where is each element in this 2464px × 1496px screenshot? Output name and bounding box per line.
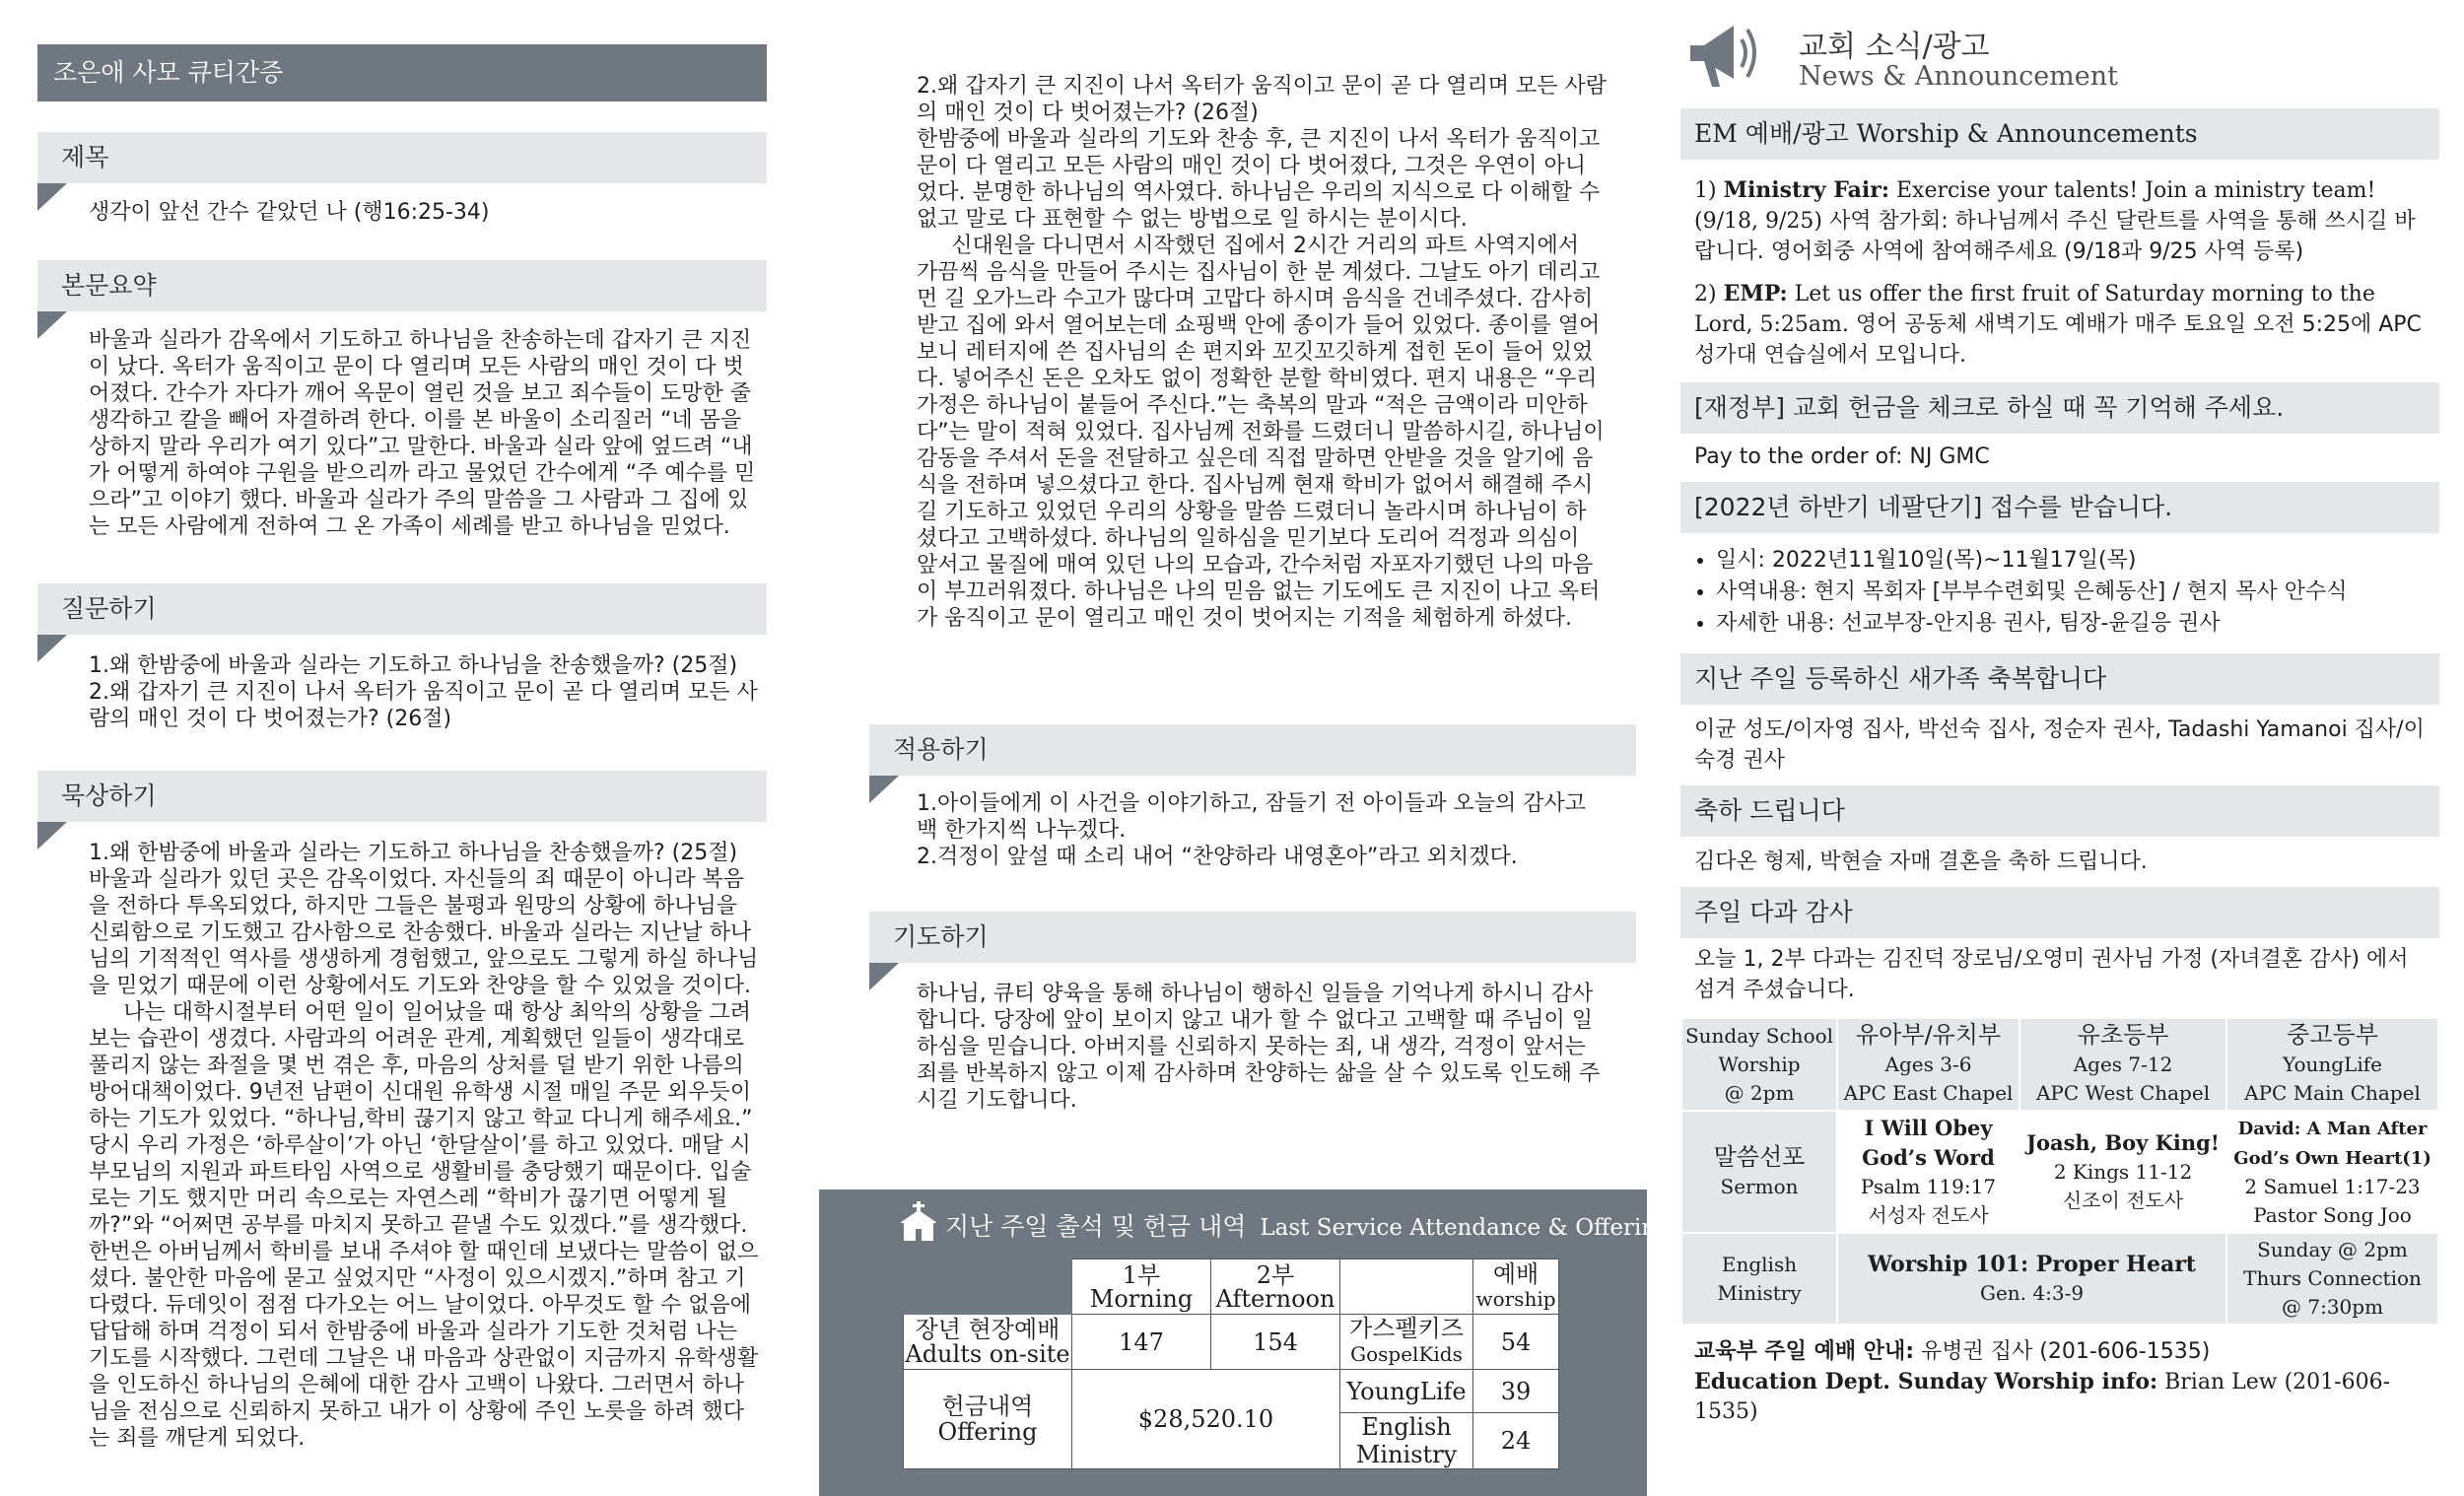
emp-item: 2) EMP: Let us offer the first fruit of Saturday morning to the Lord, 5:25am. 영어 공동체 새벽기도 예배가 매주 토요일 오전 5:25에 APC 성가대 연습실에서 모입니다. <box>1694 281 2422 368</box>
english-ministry-time: Sunday @ 2pm Thurs Connection @ 7:30pm <box>2226 1233 2438 1325</box>
dept-youth: 중고등부 YoungLife APC Main Chapel <box>2226 1018 2438 1111</box>
em-announcements <box>1680 171 2439 371</box>
english-ministry-label: English Ministry <box>1340 1413 1473 1469</box>
section-text-summary: 바울과 실라가 감옥에서 기도하고 하나님을 찬송하는데 갑자기 큰 지진이 났다. 옥터가 움직이고 문이 다 열리며 모든 사람의 매인 것이 다 벗어졌다. 간수가 자다가 깨어 옥문이 열린 것을 보고 죄수들이 도망한 줄 생각하고 칼을 빼어 자결하려 한다. 이를 본 바울이 소리질러 “네 몸을 상하지 말라 우리가 여기 있다”고 말한다. 바울과 실라 앞에 엎드려 “내가 어떻게 하여야 구원을 받으리까 라고 물었던 간수에게 “주 예수를 믿으라”고 이야기 했다. 바울과 실라가 주의 말씀을 그 사람과 그 집에 있는 모든 사람에게 전하여 그 온 가족이 세례를 받고 하나님을 믿었다. <box>89 328 756 539</box>
announcement-title-en: News & Announcement <box>1799 61 2118 92</box>
english-ministry-value: 24 <box>1473 1413 1559 1469</box>
meditation-paragraph-1: 1.왜 한밤중에 바울과 실라는 기도하고 하나님을 찬송했을까? (25절) 바울과 실라가 있던 곳은 감옥이었다. 자신들의 죄 때문이 아니라 복음을 전하다 투옥되었다, 하지만 그들은 불평과 원망의 상황에 하나님을 신뢰함으로 기도했고 감사함으로 찬송했다. 바울과 실라는 지난날 하나님의 기적적인 역사를 생생하게 경험했고, 앞으로도 그렇게 하실 하나님을 믿었기 때문에 이런 상황에서도 기도와 찬양을 할 수 있었을 것이다. <box>89 841 759 998</box>
continued-paragraph-1: 한밤중에 바울과 실라의 기도와 찬송 후, 큰 지진이 나서 옥터가 움직이고 문이 다 열리고 모든 사람의 매인 것이 다 벗어졌다, 그것은 우연이 아니었다. 분명한 하나님의 역사였다. 하나님은 우리의 지식으로 다 이해할 수 없고 말로 다 표현할 수 없는 방법으로 일 하시는 분이시다. <box>917 127 1601 232</box>
continued-paragraph-2: 신대원을 다니면서 시작했던 집에서 2시간 거리의 파트 사역지에서 가끔씩 음식을 만들어 주시는 집사님이 한 분 계셨다. 그날도 아기 데리고 먼 길 오가느라 수고가 많다며 고맙다 하시며 음식을 건네주셨다. 감사히 받고 집에 와서 열어보는데 쇼핑백 안에 종이가 들어 있었다. 종이를 열어보니 레터지에 쓴 집사님의 손 편지와 꼬깃꼬깃하게 접힌 돈이 들어 있었다. 넣어주신 돈은 오차도 없이 정확한 분할 학비였다. 편지 내용은 “우리가정은 하나님이 붙들어 주신다.”는 축복의 말과 “적은 금액이라 미안하다”는 말이 적혀 있었다. 집사님께 전화를 드렸더니 말씀하시길, 하나님이 감동을 주셔서 돈을 전달하고 싶은데 직접 말하면 안받을 것을 알기에 음식을 전하며 넣으셨다고 한다. 집사님께 현재 학비가 없어서 해결해 주시길 기도하고 있었던 우리의 상황을 말씀 드렸더니 놀라시며 하나님이 하셨다고 고백하셨다. 하나님의 일하심을 믿기보다 도리어 걱정과 의심이 앞서고 물질에 매여 있던 나의 모습과, 간수처럼 자포자기했던 나의 마음이 부끄러워졌다. 하나님은 나의 믿음 없는 기도에도 큰 지진이 나고 옥터가 움직이고 문이 열리고 매인 것이 벗어지는 기적을 체험하게 하셨다. <box>917 234 1605 631</box>
attendance-title-ko: 지난 주일 출석 및 헌금 내역 <box>945 1212 1247 1241</box>
section-text-meditation <box>37 840 767 1452</box>
section-text-title: 생각이 앞선 간수 같았던 나 (행16:25-34) <box>89 200 490 225</box>
sunday-school-label: Sunday School Worship @ 2pm <box>1681 1018 1837 1111</box>
sermon-nursery: I Will Obey God’s Word Psalm 119:17 서성자 전도사 <box>1837 1111 2019 1233</box>
megaphone-icon <box>1682 16 1765 91</box>
section-heading-apply: 적용하기 <box>869 724 1636 776</box>
refreshment-text: 오늘 1, 2부 다과는 김진덕 장로님/오영미 권사님 가정 (자녀결혼 감사) 에서 섬겨 주셨습니다. <box>1694 947 2409 1002</box>
question-1: 1.왜 한밤중에 바울과 실라는 기도하고 하나님을 찬송했을까? (25절) <box>89 653 738 678</box>
church-icon <box>898 1201 939 1241</box>
adults-label: 장년 현장예배 Adults on-site <box>905 1315 1070 1368</box>
dept-elementary: 유초등부 Ages 7-12 APC West Chapel <box>2019 1018 2226 1111</box>
gospelkids-value: 54 <box>1473 1315 1559 1370</box>
em-worship-bar: EM 예배/광고 Worship & Announcements <box>1680 108 2439 160</box>
continued-question-2: 2.왜 갑자기 큰 지진이 나서 옥터가 움직이고 문이 곧 다 열리며 모든 사람의 매인 것이 다 벗어졌는가? (26절) <box>917 74 1607 125</box>
sermon-youth: David: A Man After God’s Own Heart(1) 2 Samuel 1:17-23 Pastor Song Joo <box>2226 1111 2438 1233</box>
header-morning: 1부 Morning <box>1072 1259 1211 1315</box>
nepal-date: • 일시: 2022년11월10일(목)~11월17일(목) <box>1716 545 2439 577</box>
announcements-column <box>1680 0 2439 1427</box>
finance-text: Pay to the order of: NJ GMC <box>1694 444 1990 469</box>
apply-2: 2.걱정이 앞설 때 소리 내어 “찬양하라 내영혼아”라고 외치겠다. <box>917 845 1518 869</box>
apply-1: 1.아이들에게 이 사건을 이야기하고, 잠들기 전 아이들과 오늘의 감사고백 한가지씩 나누겠다. <box>917 791 1586 843</box>
continued-text <box>917 73 1614 632</box>
dept-nursery: 유아부/유치부 Ages 3-6 APC East Chapel <box>1837 1018 2019 1111</box>
meditation-paragraph-2: 나는 대학시절부터 어떤 일이 일어났을 때 항상 최악의 상황을 그려보는 습관이 생겼다. 사람과의 어려운 관계, 계획했던 일들이 생각대로 풀리지 않는 좌절을 몇 번 겪은 후, 마음의 상처를 덜 받기 위한 나름의 방어대책이었다. 9년전 남편이 신대원 유학생 시절 매일 주문 외우듯이 하는 기도가 있었다. “하나님,학비 끊기지 않고 학교 다니게 해주세요.” 당시 우리 가정은 ‘하루살이’가 아닌 ‘한달살이’를 하고 있었다. 매달 시부모님의 지원과 파트타임 사역으로 생활비를 충당했기 때문이다. 입술로는 기도 했지만 머리 속으로는 자연스레 “학비가 끊기면 어떻게 될까?”와 “어쩌면 공부를 마치지 못하고 끝낼 수도 있겠다.”를 생각했다. 한번은 아버님께서 학비를 보내 주셔야 할 때인데 보냈다는 말씀이 없으셨다. 불안한 마음에 묻고 싶었지만 “사정이 있으시겠지.”하며 참고 기다렸다. 듀데잇이 점점 다가오는 어느 날이었다. 아무것도 할 수 없음에 답답해 하며 걱정이 되서 한밤중에 바울과 실라가 기도한 것처럼 나는 기도를 시작했다. 그런데 그날은 내 마음과 상관없이 지금까지 유학생활을 인도하신 하나님의 은혜에 대한 감사 고백이 나왔다. 그러면서 하나님을 전심으로 신뢰하지 못하고 내가 이 상황에 주인 노릇을 하려 했다는 죄를 깨닫게 되었다. <box>89 1000 759 1451</box>
section-text-prayer: 하나님, 큐티 양육을 통해 하나님이 행하신 일들을 기억나게 하시니 감사합니다. 당장에 앞이 보이지 않고 내가 할 수 없다고 고백할 때 주님이 일하심을 믿습니다. 아버지를 신뢰하지 못하는 죄, 내 생각, 걱정이 앞서는 죄를 반복하지 않고 이제 감사하며 찬양하는 삶을 살 수 있도록 인도해 주시길 기도합니다. <box>917 982 1601 1113</box>
announcement-title-ko: 교회 소식/광고 <box>1799 30 1990 64</box>
section-heading-prayer: 기도하기 <box>869 912 1636 963</box>
sunday-school-table <box>1680 1017 2439 1326</box>
gospelkids-label: 가스펠키즈 GospelKids <box>1340 1315 1473 1370</box>
education-info-ko: 교육부 주일 예배 안내: 유병권 집사 (201-606-1535) <box>1694 1339 2211 1364</box>
congrats-bar: 축하 드립니다 <box>1680 785 2439 837</box>
ministry-fair-item: 1) Ministry Fair: Exercise your talents! Join a ministry team! (9/18, 9/25) 사역 참가회: 하나님께서 주신 달란트를 사역을 통해 쓰시길 바랍니다. 영어회중 사역에 참여해주세요 (9/18과 9/25 사역 등록) <box>1694 177 2416 264</box>
section-heading-questions: 질문하기 <box>37 583 767 635</box>
announcement-header <box>1680 0 2439 97</box>
younglife-label: YoungLife <box>1340 1370 1473 1413</box>
section-heading-title: 제목 <box>37 132 767 183</box>
new-family-bar: 지난 주일 등록하신 새가족 축복합니다 <box>1680 653 2439 705</box>
nepal-content: • 사역내용: 현지 목회자 [부부수련회및 은혜동산] / 현지 목사 안수식 <box>1716 577 2439 608</box>
header-worship: 예배 worship <box>1473 1259 1559 1315</box>
section-text-questions <box>37 652 767 732</box>
education-info-en: Education Dept. Sunday Worship info: Brian Lew (201-606-1535) <box>1694 1369 2391 1424</box>
attendance-title <box>945 1207 1671 1243</box>
adults-afternoon: 154 <box>1211 1315 1340 1370</box>
attendance-table <box>903 1258 1559 1469</box>
section-heading-summary: 본문요약 <box>37 260 767 311</box>
finance-bar: [재정부] 교회 헌금을 체크로 하실 때 꼭 기억해 주세요. <box>1680 382 2439 434</box>
section-heading-meditation: 묵상하기 <box>37 771 767 822</box>
education-info <box>1680 1326 2439 1427</box>
younglife-value: 39 <box>1473 1370 1559 1413</box>
new-family-text: 이균 성도/이자영 집사, 박선숙 집사, 정순자 권사, Tadashi Yamanoi 집사/이숙경 권사 <box>1694 717 2425 773</box>
sermon-label: 말씀선포 Sermon <box>1681 1111 1837 1233</box>
sermon-elementary: Joash, Boy King! 2 Kings 11-12 신조이 전도사 <box>2019 1111 2226 1233</box>
offering-amount: $28,520.10 <box>1072 1370 1340 1469</box>
offering-label: 헌금내역 Offering <box>904 1370 1072 1469</box>
nepal-bar: [2022년 하반기 네팔단기] 접수를 받습니다. <box>1680 482 2439 533</box>
english-ministry-sermon: Worship 101: Proper Heart Gen. 4:3-9 <box>1837 1233 2226 1325</box>
header-afternoon: 2부 Afternoon <box>1211 1259 1340 1315</box>
attendance-panel <box>819 1190 1671 1496</box>
nepal-contact: • 자세한 내용: 선교부장-안지용 권사, 팀장-윤길응 권사 <box>1716 608 2439 640</box>
congrats-text: 김다온 형제, 박현슬 자매 결혼을 축하 드립니다. <box>1694 850 2148 874</box>
refreshment-bar: 주일 다과 감사 <box>1680 887 2439 938</box>
question-2: 2.왜 갑자기 큰 지진이 나서 옥터가 움직이고 문이 곧 다 열리며 모든 사람의 매인 것이 다 벗어졌는가? (26절) <box>89 680 758 731</box>
english-ministry-label: English Ministry <box>1681 1233 1837 1325</box>
attendance-title-en: Last Service Attendance & Offering <box>1260 1215 1671 1241</box>
adults-morning: 147 <box>1072 1315 1211 1370</box>
qt-title-bar: 조은애 사모 큐티간증 <box>37 44 767 102</box>
section-text-apply <box>917 790 1614 870</box>
nepal-list <box>1680 545 2439 640</box>
